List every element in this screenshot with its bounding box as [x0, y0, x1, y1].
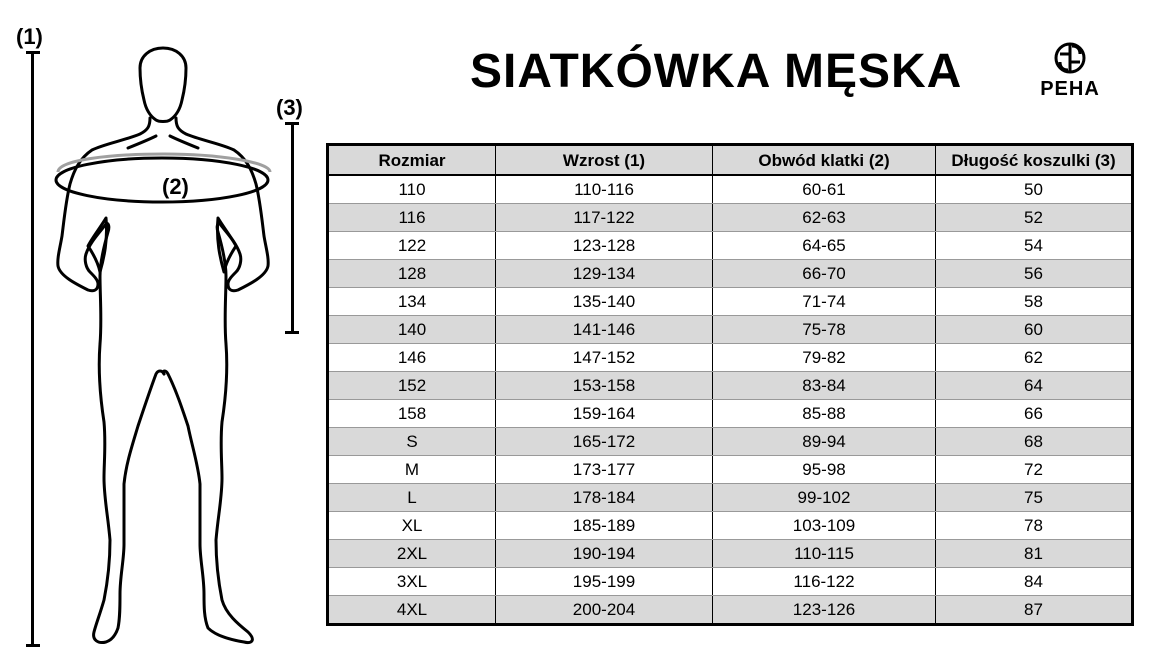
cell-shirt-length: 84 [936, 568, 1133, 596]
figure-head [140, 48, 186, 122]
cell-height: 123-128 [496, 232, 713, 260]
cell-shirt-length: 75 [936, 484, 1133, 512]
table-row [328, 232, 1133, 260]
cell-shirt-length: 66 [936, 400, 1133, 428]
cell-size: 158 [328, 400, 496, 428]
cell-height: 117-122 [496, 204, 713, 232]
cell-shirt-length: 58 [936, 288, 1133, 316]
cell-height: 135-140 [496, 288, 713, 316]
cell-chest: 123-126 [713, 596, 936, 625]
cell-shirt-length: 68 [936, 428, 1133, 456]
cell-size: 134 [328, 288, 496, 316]
cell-chest: 110-115 [713, 540, 936, 568]
cell-height: 159-164 [496, 400, 713, 428]
cell-chest: 83-84 [713, 372, 936, 400]
cell-height: 178-184 [496, 484, 713, 512]
cell-size: 2XL [328, 540, 496, 568]
cell-size: 110 [328, 175, 496, 204]
cell-height: 129-134 [496, 260, 713, 288]
header-shirt-length: Długość koszulki (3) [936, 145, 1133, 176]
page-title: SIATKÓWKA MĘSKA [470, 45, 963, 98]
cell-size: 146 [328, 344, 496, 372]
cell-shirt-length: 81 [936, 540, 1133, 568]
table-row [328, 568, 1133, 596]
table-row [328, 512, 1133, 540]
cell-shirt-length: 54 [936, 232, 1133, 260]
cell-chest: 75-78 [713, 316, 936, 344]
cell-chest: 99-102 [713, 484, 936, 512]
cell-size: 152 [328, 372, 496, 400]
header-chest: Obwód klatki (2) [713, 145, 936, 176]
cell-shirt-length: 60 [936, 316, 1133, 344]
cell-shirt-length: 64 [936, 372, 1133, 400]
cell-chest: 103-109 [713, 512, 936, 540]
cell-shirt-length: 56 [936, 260, 1133, 288]
cell-size: 4XL [328, 596, 496, 625]
cell-height: 200-204 [496, 596, 713, 625]
header-size: Rozmiar [328, 145, 496, 176]
figure-left-side [58, 118, 164, 643]
cell-chest: 66-70 [713, 260, 936, 288]
cell-size: XL [328, 512, 496, 540]
header-height: Wzrost (1) [496, 145, 713, 176]
cell-shirt-length: 87 [936, 596, 1133, 625]
logo-text: PEHA [1040, 78, 1100, 100]
cell-size: 122 [328, 232, 496, 260]
cell-height: 195-199 [496, 568, 713, 596]
cell-height: 165-172 [496, 428, 713, 456]
length-marker-label: (3) [276, 95, 303, 120]
cell-height: 190-194 [496, 540, 713, 568]
table-body [328, 175, 1133, 625]
table-row [328, 456, 1133, 484]
cell-chest: 62-63 [713, 204, 936, 232]
table-row [328, 540, 1133, 568]
cell-shirt-length: 72 [936, 456, 1133, 484]
cell-chest: 79-82 [713, 344, 936, 372]
size-table [326, 143, 1134, 626]
table-row [328, 344, 1133, 372]
table-row [328, 288, 1133, 316]
table-row [328, 596, 1133, 625]
body-figure [0, 0, 300, 667]
cell-shirt-length: 78 [936, 512, 1133, 540]
cell-size: 140 [328, 316, 496, 344]
cell-height: 110-116 [496, 175, 713, 204]
cell-height: 185-189 [496, 512, 713, 540]
height-marker-label: (1) [16, 24, 43, 49]
cell-height: 141-146 [496, 316, 713, 344]
table-row [328, 428, 1133, 456]
brand-logo [1030, 40, 1110, 104]
table-row [328, 484, 1133, 512]
cell-shirt-length: 62 [936, 344, 1133, 372]
cell-chest: 89-94 [713, 428, 936, 456]
cell-size: S [328, 428, 496, 456]
cell-shirt-length: 52 [936, 204, 1133, 232]
cell-chest: 116-122 [713, 568, 936, 596]
cell-shirt-length: 50 [936, 175, 1133, 204]
table-row [328, 175, 1133, 204]
peha-logo-icon [1030, 40, 1110, 80]
table-row [328, 316, 1133, 344]
table-row [328, 260, 1133, 288]
cell-size: 128 [328, 260, 496, 288]
cell-size: M [328, 456, 496, 484]
cell-size: L [328, 484, 496, 512]
table-row [328, 400, 1133, 428]
cell-chest: 71-74 [713, 288, 936, 316]
chest-marker-label: (2) [162, 174, 189, 199]
cell-chest: 60-61 [713, 175, 936, 204]
cell-chest: 64-65 [713, 232, 936, 260]
cell-size: 116 [328, 204, 496, 232]
cell-height: 153-158 [496, 372, 713, 400]
figure-collar [128, 136, 198, 148]
table-row [328, 372, 1133, 400]
cell-height: 173-177 [496, 456, 713, 484]
cell-size: 3XL [328, 568, 496, 596]
cell-chest: 95-98 [713, 456, 936, 484]
table-row [328, 204, 1133, 232]
cell-chest: 85-88 [713, 400, 936, 428]
cell-height: 147-152 [496, 344, 713, 372]
table-header-row [328, 145, 1133, 176]
